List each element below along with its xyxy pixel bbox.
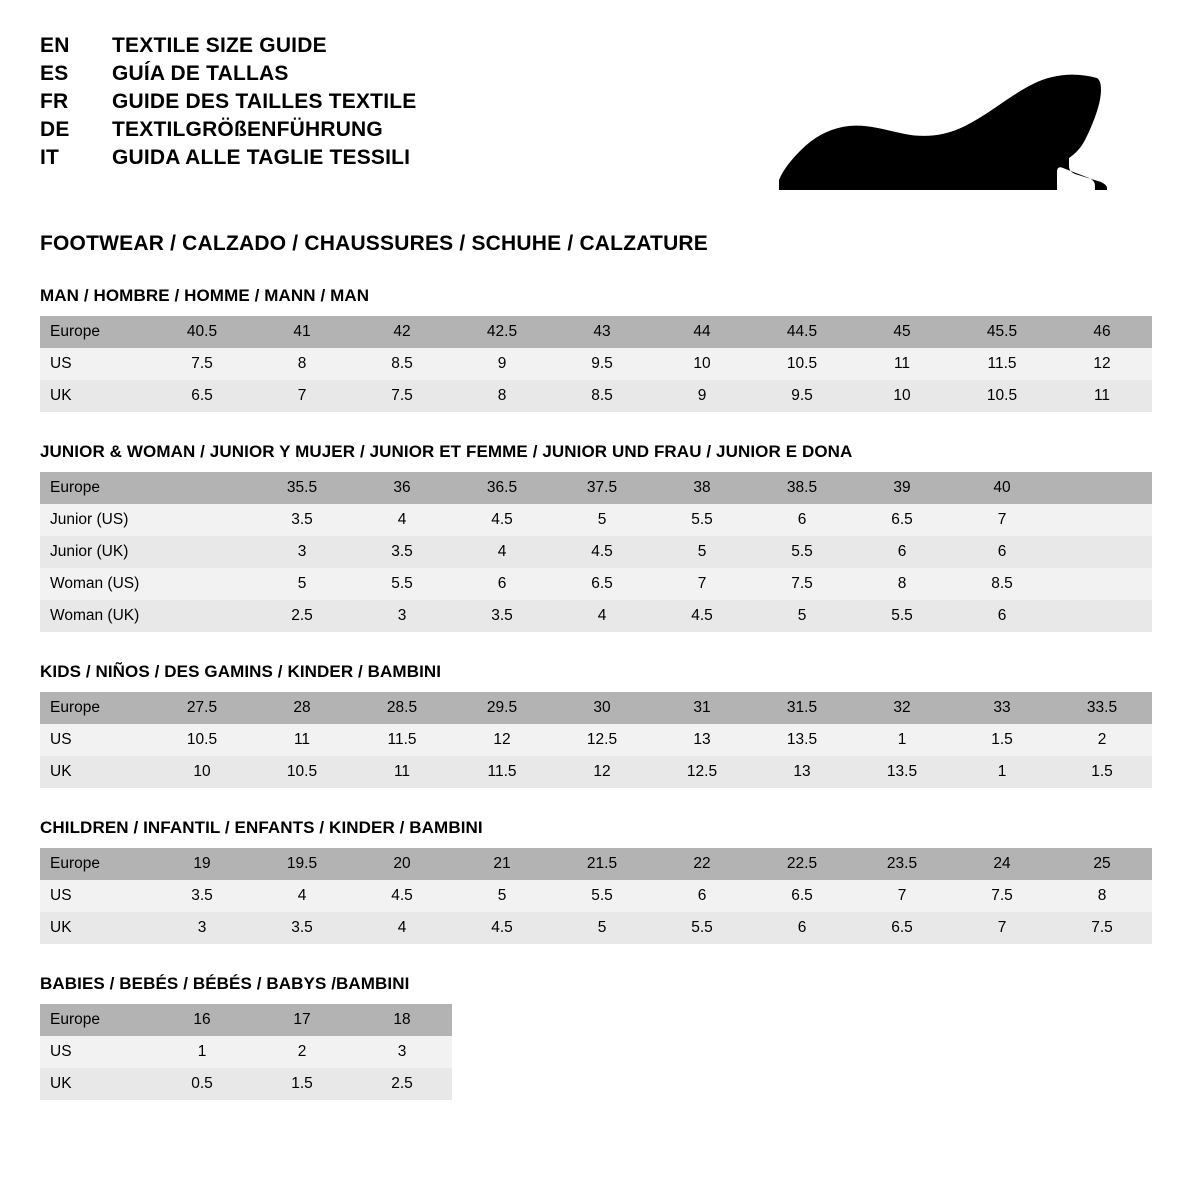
language-row (40, 62, 416, 86)
cell: 11.5 (952, 348, 1052, 380)
cell: 13.5 (852, 756, 952, 788)
cell: 5 (452, 880, 552, 912)
table-row (40, 568, 1152, 600)
cell: 3 (252, 536, 352, 568)
cell: 12 (452, 724, 552, 756)
row-label: Junior (UK) (40, 536, 152, 568)
cell: 6.5 (852, 912, 952, 944)
language-title: TEXTILE SIZE GUIDE (112, 34, 327, 57)
table-row (40, 504, 1152, 536)
cell: 7 (952, 504, 1052, 536)
cell: 3.5 (452, 600, 552, 632)
cell: 29.5 (452, 692, 552, 724)
table-row (40, 316, 1152, 348)
cell: 10.5 (952, 380, 1052, 412)
row-label: UK (40, 756, 152, 788)
row-label: UK (40, 380, 152, 412)
cell (152, 600, 252, 632)
cell (152, 568, 252, 600)
language-title-list (40, 34, 416, 174)
cell: 3.5 (152, 880, 252, 912)
cell: 6 (952, 536, 1052, 568)
cell: 2.5 (252, 600, 352, 632)
cell: 4 (252, 880, 352, 912)
table-row (40, 880, 1152, 912)
cell: 35.5 (252, 472, 352, 504)
cell: 7.5 (752, 568, 852, 600)
row-label: US (40, 1036, 152, 1068)
cell: 12 (552, 756, 652, 788)
row-label: Europe (40, 692, 152, 724)
section-title: KIDS / NIÑOS / DES GAMINS / KINDER / BAMBINI (40, 662, 442, 681)
cell: 9.5 (752, 380, 852, 412)
cell (1052, 600, 1152, 632)
table-row (40, 1036, 452, 1068)
cell: 6.5 (752, 880, 852, 912)
row-label: Junior (US) (40, 504, 152, 536)
cell: 5.5 (552, 880, 652, 912)
cell: 4 (352, 912, 452, 944)
cell: 33.5 (1052, 692, 1152, 724)
cell: 12.5 (652, 756, 752, 788)
language-title: GUIDE DES TAILLES TEXTILE (112, 90, 417, 113)
cell: 36 (352, 472, 452, 504)
table-row (40, 600, 1152, 632)
language-code: ES (40, 62, 69, 85)
cell: 17 (252, 1004, 352, 1036)
cell: 5 (552, 912, 652, 944)
cell: 11.5 (452, 756, 552, 788)
cell: 45.5 (952, 316, 1052, 348)
cell: 5.5 (752, 536, 852, 568)
row-label: Europe (40, 848, 152, 880)
cell: 36.5 (452, 472, 552, 504)
cell: 19.5 (252, 848, 352, 880)
cell: 12 (1052, 348, 1152, 380)
cell: 11 (252, 724, 352, 756)
cell: 38 (652, 472, 752, 504)
footwear-heading: FOOTWEAR / CALZADO / CHAUSSURES / SCHUHE / CALZATURE (40, 232, 709, 255)
row-label: US (40, 724, 152, 756)
cell: 42 (352, 316, 452, 348)
cell: 3 (152, 912, 252, 944)
cell: 32 (852, 692, 952, 724)
cell: 3.5 (252, 504, 352, 536)
cell: 21.5 (552, 848, 652, 880)
cell: 11 (352, 756, 452, 788)
cell: 27.5 (152, 692, 252, 724)
cell: 11.5 (352, 724, 452, 756)
size-table-babies (40, 1004, 452, 1100)
cell: 4.5 (452, 912, 552, 944)
cell: 19 (152, 848, 252, 880)
cell: 5 (252, 568, 352, 600)
cell: 13.5 (752, 724, 852, 756)
cell: 7.5 (1052, 912, 1152, 944)
table-row (40, 380, 1152, 412)
cell: 16 (152, 1004, 252, 1036)
cell: 10 (852, 380, 952, 412)
language-title: GUIDA ALLE TAGLIE TESSILI (112, 146, 411, 169)
cell: 3.5 (252, 912, 352, 944)
cell: 8.5 (952, 568, 1052, 600)
cell: 40 (952, 472, 1052, 504)
cell: 3.5 (352, 536, 452, 568)
cell: 6 (952, 600, 1052, 632)
cell: 42.5 (452, 316, 552, 348)
cell: 31 (652, 692, 752, 724)
cell: 8 (852, 568, 952, 600)
cell: 5.5 (652, 912, 752, 944)
cell: 2 (1052, 724, 1152, 756)
section-title: JUNIOR & WOMAN / JUNIOR Y MUJER / JUNIOR ET FEMME / JUNIOR UND FRAU / JUNIOR E DONA (40, 442, 853, 461)
cell: 24 (952, 848, 1052, 880)
cell (1052, 472, 1152, 504)
cell: 10.5 (752, 348, 852, 380)
cell: 4 (352, 504, 452, 536)
cell: 43 (552, 316, 652, 348)
row-label: US (40, 880, 152, 912)
cell: 6 (752, 912, 852, 944)
table-row (40, 848, 1152, 880)
cell: 25 (1052, 848, 1152, 880)
cell: 6.5 (552, 568, 652, 600)
cell: 38.5 (752, 472, 852, 504)
cell: 1 (952, 756, 1052, 788)
language-row (40, 146, 416, 170)
cell: 10.5 (252, 756, 352, 788)
cell (1052, 504, 1152, 536)
row-label: Europe (40, 316, 152, 348)
section-title: BABIES / BEBÉS / BÉBÉS / BABYS /BAMBINI (40, 974, 410, 993)
dress-shoe-icon (752, 68, 1112, 198)
cell: 5 (552, 504, 652, 536)
cell: 8 (452, 380, 552, 412)
row-label: Woman (US) (40, 568, 152, 600)
cell: 3 (352, 1036, 452, 1068)
cell: 7.5 (952, 880, 1052, 912)
language-code: EN (40, 34, 70, 57)
cell: 13 (752, 756, 852, 788)
cell: 18 (352, 1004, 452, 1036)
cell: 22.5 (752, 848, 852, 880)
cell: 0.5 (152, 1068, 252, 1100)
cell: 45 (852, 316, 952, 348)
row-label: UK (40, 1068, 152, 1100)
cell: 7 (852, 880, 952, 912)
cell (1052, 536, 1152, 568)
cell: 7 (652, 568, 752, 600)
section-babies (40, 974, 1160, 1100)
language-code: FR (40, 90, 69, 113)
cell: 1 (152, 1036, 252, 1068)
section-man (40, 286, 1160, 412)
cell (1052, 568, 1152, 600)
table-row (40, 692, 1152, 724)
cell: 6 (752, 504, 852, 536)
cell: 28.5 (352, 692, 452, 724)
page-header (40, 34, 1160, 198)
cell: 40.5 (152, 316, 252, 348)
section-junior-woman (40, 442, 1160, 632)
table-row (40, 536, 1152, 568)
table-row (40, 756, 1152, 788)
language-title: TEXTILGRÖßENFÜHRUNG (112, 118, 383, 141)
cell: 5.5 (352, 568, 452, 600)
cell: 8.5 (552, 380, 652, 412)
size-table-children (40, 848, 1152, 944)
cell: 8 (252, 348, 352, 380)
section-children (40, 818, 1160, 944)
row-label: Europe (40, 1004, 152, 1036)
language-title: GUÍA DE TALLAS (112, 62, 289, 85)
cell: 7 (252, 380, 352, 412)
cell: 4 (552, 600, 652, 632)
cell: 7.5 (152, 348, 252, 380)
cell: 7 (952, 912, 1052, 944)
size-table-junior-woman (40, 472, 1152, 632)
section-title: MAN / HOMBRE / HOMME / MANN / MAN (40, 286, 370, 305)
language-row (40, 90, 416, 114)
cell: 2 (252, 1036, 352, 1068)
cell: 6 (452, 568, 552, 600)
cell: 6 (652, 880, 752, 912)
cell: 12.5 (552, 724, 652, 756)
cell: 8 (1052, 880, 1152, 912)
language-code: DE (40, 118, 70, 141)
row-label: UK (40, 912, 152, 944)
cell: 10 (652, 348, 752, 380)
cell: 8.5 (352, 348, 452, 380)
cell: 28 (252, 692, 352, 724)
table-row (40, 724, 1152, 756)
language-row (40, 118, 416, 142)
cell: 4.5 (452, 504, 552, 536)
cell: 9.5 (552, 348, 652, 380)
cell: 11 (852, 348, 952, 380)
cell: 31.5 (752, 692, 852, 724)
cell: 23.5 (852, 848, 952, 880)
cell: 1.5 (1052, 756, 1152, 788)
table-row (40, 1068, 452, 1100)
cell: 9 (452, 348, 552, 380)
cell: 10 (152, 756, 252, 788)
cell: 5.5 (852, 600, 952, 632)
cell: 21 (452, 848, 552, 880)
language-row (40, 34, 416, 58)
section-title: CHILDREN / INFANTIL / ENFANTS / KINDER / BAMBINI (40, 818, 483, 837)
cell: 3 (352, 600, 452, 632)
cell: 7.5 (352, 380, 452, 412)
cell: 4.5 (552, 536, 652, 568)
cell: 1 (852, 724, 952, 756)
cell: 44 (652, 316, 752, 348)
cell: 39 (852, 472, 952, 504)
language-code: IT (40, 146, 60, 169)
cell: 5.5 (652, 504, 752, 536)
cell: 2.5 (352, 1068, 452, 1100)
cell: 37.5 (552, 472, 652, 504)
table-row (40, 912, 1152, 944)
cell: 30 (552, 692, 652, 724)
cell: 6.5 (152, 380, 252, 412)
cell: 41 (252, 316, 352, 348)
cell: 33 (952, 692, 1052, 724)
cell (152, 504, 252, 536)
cell: 4 (452, 536, 552, 568)
cell: 1.5 (252, 1068, 352, 1100)
cell: 4.5 (652, 600, 752, 632)
section-kids (40, 662, 1160, 788)
cell: 10.5 (152, 724, 252, 756)
size-table-man (40, 316, 1152, 412)
cell: 1.5 (952, 724, 1052, 756)
cell: 9 (652, 380, 752, 412)
row-label: Woman (UK) (40, 600, 152, 632)
row-label: US (40, 348, 152, 380)
cell: 46 (1052, 316, 1152, 348)
cell: 22 (652, 848, 752, 880)
table-row (40, 472, 1152, 504)
cell: 20 (352, 848, 452, 880)
cell: 5 (652, 536, 752, 568)
cell (152, 536, 252, 568)
cell (152, 472, 252, 504)
cell: 44.5 (752, 316, 852, 348)
table-row (40, 1004, 452, 1036)
cell: 13 (652, 724, 752, 756)
cell: 6.5 (852, 504, 952, 536)
table-row (40, 348, 1152, 380)
cell: 6 (852, 536, 952, 568)
cell: 5 (752, 600, 852, 632)
cell: 4.5 (352, 880, 452, 912)
row-label: Europe (40, 472, 152, 504)
size-table-kids (40, 692, 1152, 788)
cell: 11 (1052, 380, 1152, 412)
